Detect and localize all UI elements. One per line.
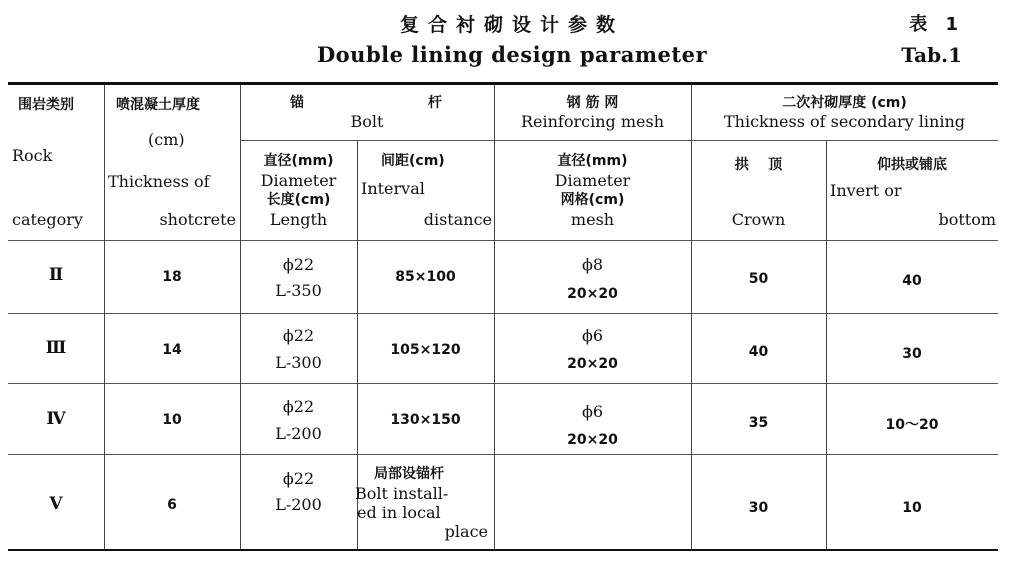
row3-bolt-diameter: ϕ22 [282,397,315,416]
row2-bolt-length: L-300 [275,353,322,372]
header-rock-en2: category [12,210,83,229]
row1-bolt-length: L-350 [275,281,322,300]
col-divider-6 [826,141,827,549]
col-divider-5 [691,85,692,549]
row4-interval-cn: 局部设锚杆 [374,466,444,482]
row1-crown: 50 [748,271,769,287]
header-len-en: Length [269,210,328,229]
row4-bolt-diameter: ϕ22 [282,469,315,488]
row2-bolt-diameter: ϕ22 [282,326,315,345]
header-mgrid-cn: 网格(cm) [560,192,625,208]
row1-mesh-diameter: ϕ8 [581,255,604,274]
row-divider-2 [8,383,998,384]
header-dia-en: Diameter [260,171,337,190]
header-bolt-cn2: 杆 [428,95,442,111]
row-divider-3 [8,454,998,455]
header-mdia-en: Diameter [554,171,631,190]
header-invert-cn: 仰拱或铺底 [877,157,947,173]
row3-bolt-length: L-200 [275,424,322,443]
row4-interval-en2: ed in local [357,503,441,522]
row1-category: Ⅱ [48,265,64,285]
row1-bolt-diameter: ϕ22 [282,255,315,274]
table-bottom-rule [8,549,998,551]
table-number-cn: 表 1 [909,14,964,35]
header-bottom-rule [8,240,998,241]
header-rock-cn: 围岩类别 [18,97,74,113]
header-mdia-cn: 直径(mm) [557,153,628,169]
row2-mesh-grid: 20×20 [567,356,618,372]
header-shot-cn: 喷混凝土厚度 [116,97,200,113]
row3-interval: 130×150 [390,412,461,428]
row3-mesh-grid: 20×20 [567,432,618,448]
header-int-en2: distance [423,210,492,229]
table-title-cn: 复合衬砌设计参数 [399,14,624,36]
header-mesh-en: Reinforcing mesh [520,112,664,131]
header-len-cn: 长度(cm) [266,192,331,208]
header-shot-en2: shotcrete [159,210,236,229]
row-divider-1 [8,313,998,314]
header-int-cn: 间距(cm) [381,153,445,169]
row3-crown: 35 [748,415,769,431]
header-sec-cn: 二次衬砌厚度 (cm) [782,95,907,111]
row4-shotcrete: 6 [167,497,177,513]
header-mgrid-en: mesh [570,210,615,229]
row2-shotcrete: 14 [162,342,182,358]
header-dia-cn: 直径(mm) [263,153,334,169]
header-shot-en1: Thickness of [108,172,210,191]
header-shot-unit: (cm) [148,130,185,149]
row1-mesh-grid: 20×20 [567,286,618,302]
row2-invert: 30 [902,346,922,362]
row4-invert: 10 [902,500,922,516]
row2-interval: 105×120 [390,342,461,358]
header-sec-en: Thickness of secondary lining [723,112,965,131]
col-divider-1 [104,85,105,549]
row3-mesh-diameter: ϕ6 [581,402,604,421]
header-crown-cn: 拱 顶 [734,157,783,173]
row4-category: Ⅴ [49,494,63,514]
header-sub-rule [240,140,998,141]
row4-crown: 30 [748,500,769,516]
row2-crown: 40 [748,344,769,360]
header-bolt-en: Bolt [350,112,384,131]
table-number-en: Tab.1 [901,43,962,67]
header-int-en1: Interval [361,179,425,198]
row4-interval-en3: place [444,522,488,541]
header-rock-en1: Rock [12,146,53,165]
header-crown-en: Crown [731,210,786,229]
row1-interval: 85×100 [395,269,456,285]
row1-invert: 40 [902,273,922,289]
row1-shotcrete: 18 [162,269,182,285]
header-bolt-cn1: 锚 [290,95,304,111]
row3-invert: 10～20 [885,417,939,433]
table-title-en: Double lining design parameter [316,42,708,67]
row4-interval-en1: Bolt install- [355,484,449,503]
row3-shotcrete: 10 [162,412,182,428]
row2-category: Ⅲ [45,338,67,358]
header-invert-en2: bottom [938,210,996,229]
row3-category: Ⅳ [46,409,66,429]
row2-mesh-diameter: ϕ6 [581,326,604,345]
row4-bolt-length: L-200 [275,495,322,514]
header-invert-en1: Invert or [830,181,902,200]
table-top-rule [8,82,998,85]
header-mesh-cn: 钢 筋 网 [566,95,619,111]
